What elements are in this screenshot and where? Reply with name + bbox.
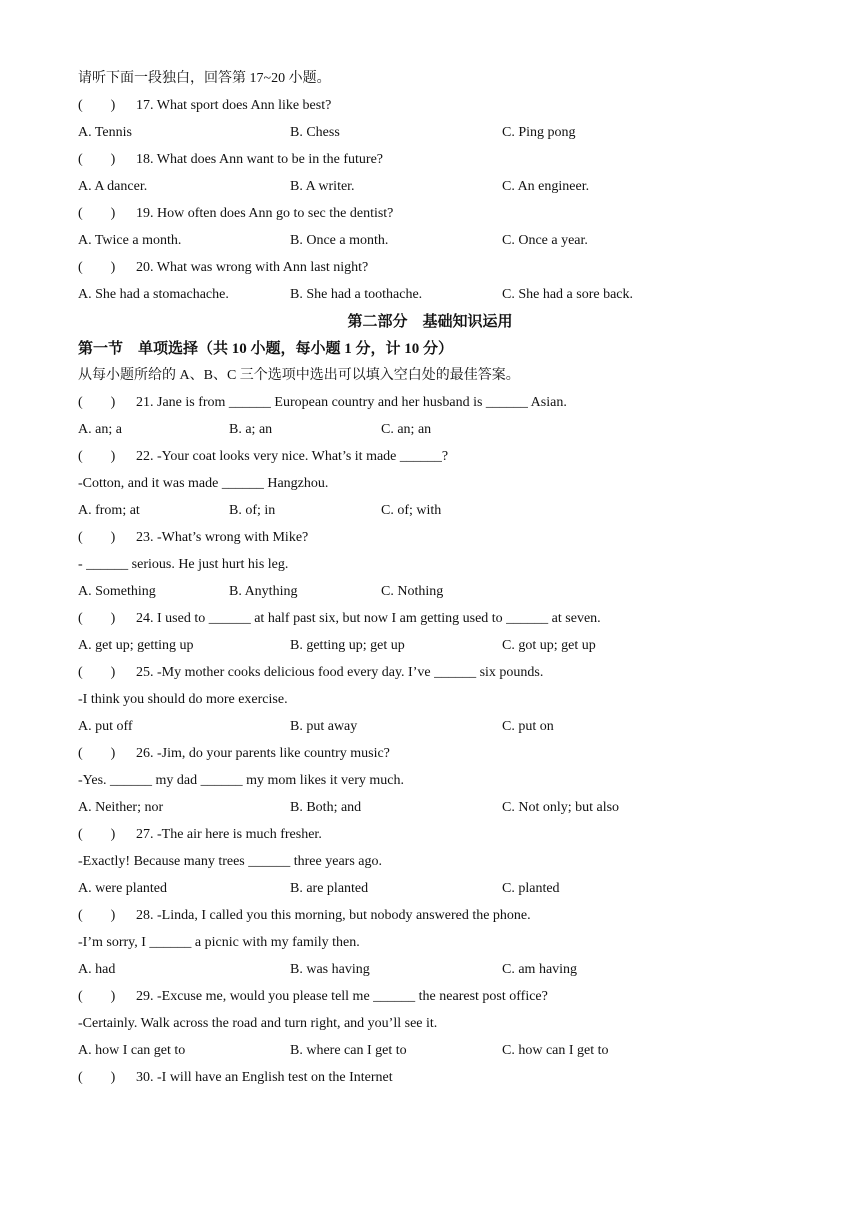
question-23-reply: - ______ serious. He just hurt his leg. — [78, 557, 289, 572]
section1-instructions: 从每小题所给的 A、B、C 三个选项中选出可以填入空白处的最佳答案。 — [78, 368, 520, 383]
option-a[interactable]: A. an; a — [78, 422, 122, 437]
option-b[interactable]: B. was having — [290, 962, 370, 977]
option-c[interactable]: C. put on — [502, 719, 554, 734]
option-c[interactable]: C. got up; get up — [502, 638, 596, 653]
question-28-reply: -I’m sorry, I ______ a picnic with my family then. — [78, 935, 360, 950]
option-c[interactable]: C. of; with — [381, 503, 442, 518]
answer-blank[interactable]: ( ) — [78, 989, 116, 1004]
option-a[interactable]: A. Something — [78, 584, 156, 599]
option-b[interactable]: B. A writer. — [290, 179, 355, 194]
question-26-stem: ( ) 26. -Jim, do your parents like country music? — [78, 746, 390, 761]
answer-blank[interactable]: ( ) — [78, 530, 116, 545]
answer-blank[interactable]: ( ) — [78, 206, 116, 221]
question-27-stem: ( ) 27. -The air here is much fresher. — [78, 827, 322, 842]
question-18-stem: ( ) 18. What does Ann want to be in the future? — [78, 152, 384, 167]
answer-blank[interactable]: ( ) — [78, 908, 116, 923]
answer-blank[interactable]: ( ) — [78, 152, 116, 167]
question-22-reply: -Cotton, and it was made ______ Hangzhou. — [78, 476, 329, 491]
option-b[interactable]: B. She had a toothache. — [290, 287, 423, 302]
section1-title: 第一节 单项选择（共 10 小题，每小题 1 分，计 10 分） — [78, 341, 454, 357]
question-19-stem: ( ) 19. How often does Ann go to sec the dentist? — [78, 206, 394, 221]
option-a[interactable]: A. had — [78, 962, 116, 977]
question-29-reply: -Certainly. Walk across the road and turn right, and you’ll see it. — [78, 1016, 438, 1031]
option-c[interactable]: C. An engineer. — [502, 179, 590, 194]
option-a[interactable]: A. Tennis — [78, 125, 132, 140]
option-b[interactable]: B. Anything — [229, 584, 298, 599]
option-a[interactable]: A. Twice a month. — [78, 233, 182, 248]
option-b[interactable]: B. getting up; get up — [290, 638, 405, 653]
option-a[interactable]: A. Neither; nor — [78, 800, 164, 815]
question-20-stem: ( ) 20. What was wrong with Ann last night? — [78, 260, 369, 275]
question-23-stem: ( ) 23. -What’s wrong with Mike? — [78, 530, 309, 545]
option-b[interactable]: B. a; an — [229, 422, 273, 437]
question-25-reply: -I think you should do more exercise. — [78, 692, 288, 707]
option-c[interactable]: C. Ping pong — [502, 125, 576, 140]
answer-blank[interactable]: ( ) — [78, 827, 116, 842]
option-c[interactable]: C. Not only; but also — [502, 800, 620, 815]
question-30-stem: ( ) 30. -I will have an English test on the Internet — [78, 1070, 393, 1085]
option-a[interactable]: A. A dancer. — [78, 179, 148, 194]
question-26-reply: -Yes. ______ my dad ______ my mom likes it very much. — [78, 773, 405, 788]
question-29-stem: ( ) 29. -Excuse me, would you please tell me ______ the nearest post office? — [78, 989, 548, 1004]
option-b[interactable]: B. Chess — [290, 125, 340, 140]
option-c[interactable]: C. am having — [502, 962, 578, 977]
option-c[interactable]: C. an; an — [381, 422, 432, 437]
question-17-stem: ( ) 17. What sport does Ann like best? — [78, 98, 332, 113]
option-b[interactable]: B. where can I get to — [290, 1043, 407, 1058]
question-21-stem: ( ) 21. Jane is from ______ European country and her husband is ______ Asian. — [78, 395, 567, 410]
option-b[interactable]: B. of; in — [229, 503, 276, 518]
question-22-stem: ( ) 22. -Your coat looks very nice. What’s it made ______? — [78, 449, 449, 464]
option-a[interactable]: A. get up; getting up — [78, 638, 194, 653]
part2-title: 第二部分 基础知识运用 — [347, 314, 513, 330]
question-28-stem: ( ) 28. -Linda, I called you this morning, but nobody answered the phone. — [78, 908, 531, 923]
option-c[interactable]: C. She had a sore back. — [502, 287, 634, 302]
answer-blank[interactable]: ( ) — [78, 746, 116, 761]
option-b[interactable]: B. Once a month. — [290, 233, 389, 248]
option-a[interactable]: A. from; at — [78, 503, 140, 518]
option-a[interactable]: A. how I can get to — [78, 1043, 186, 1058]
question-27-reply: -Exactly! Because many trees ______ three years ago. — [78, 854, 382, 869]
listening-intro: 请听下面一段独白，回答第 17~20 小题。 — [78, 71, 331, 86]
option-b[interactable]: B. are planted — [290, 881, 369, 896]
question-24-stem: ( ) 24. I used to ______ at half past six, but now I am getting used to ______ at seven. — [78, 611, 601, 626]
option-b[interactable]: B. put away — [290, 719, 358, 734]
answer-blank[interactable]: ( ) — [78, 98, 116, 113]
option-b[interactable]: B. Both; and — [290, 800, 362, 815]
answer-blank[interactable]: ( ) — [78, 260, 116, 275]
option-a[interactable]: A. put off — [78, 719, 133, 734]
answer-blank[interactable]: ( ) — [78, 449, 116, 464]
option-c[interactable]: C. Nothing — [381, 584, 444, 599]
answer-blank[interactable]: ( ) — [78, 1070, 116, 1085]
answer-blank[interactable]: ( ) — [78, 665, 116, 680]
option-c[interactable]: C. Once a year. — [502, 233, 588, 248]
option-a[interactable]: A. were planted — [78, 881, 168, 896]
answer-blank[interactable]: ( ) — [78, 611, 116, 626]
question-25-stem: ( ) 25. -My mother cooks delicious food every day. I’ve ______ six pounds. — [78, 665, 544, 680]
answer-blank[interactable]: ( ) — [78, 395, 116, 410]
option-c[interactable]: C. planted — [502, 881, 560, 896]
option-a[interactable]: A. She had a stomachache. — [78, 287, 229, 302]
option-c[interactable]: C. how can I get to — [502, 1043, 609, 1058]
